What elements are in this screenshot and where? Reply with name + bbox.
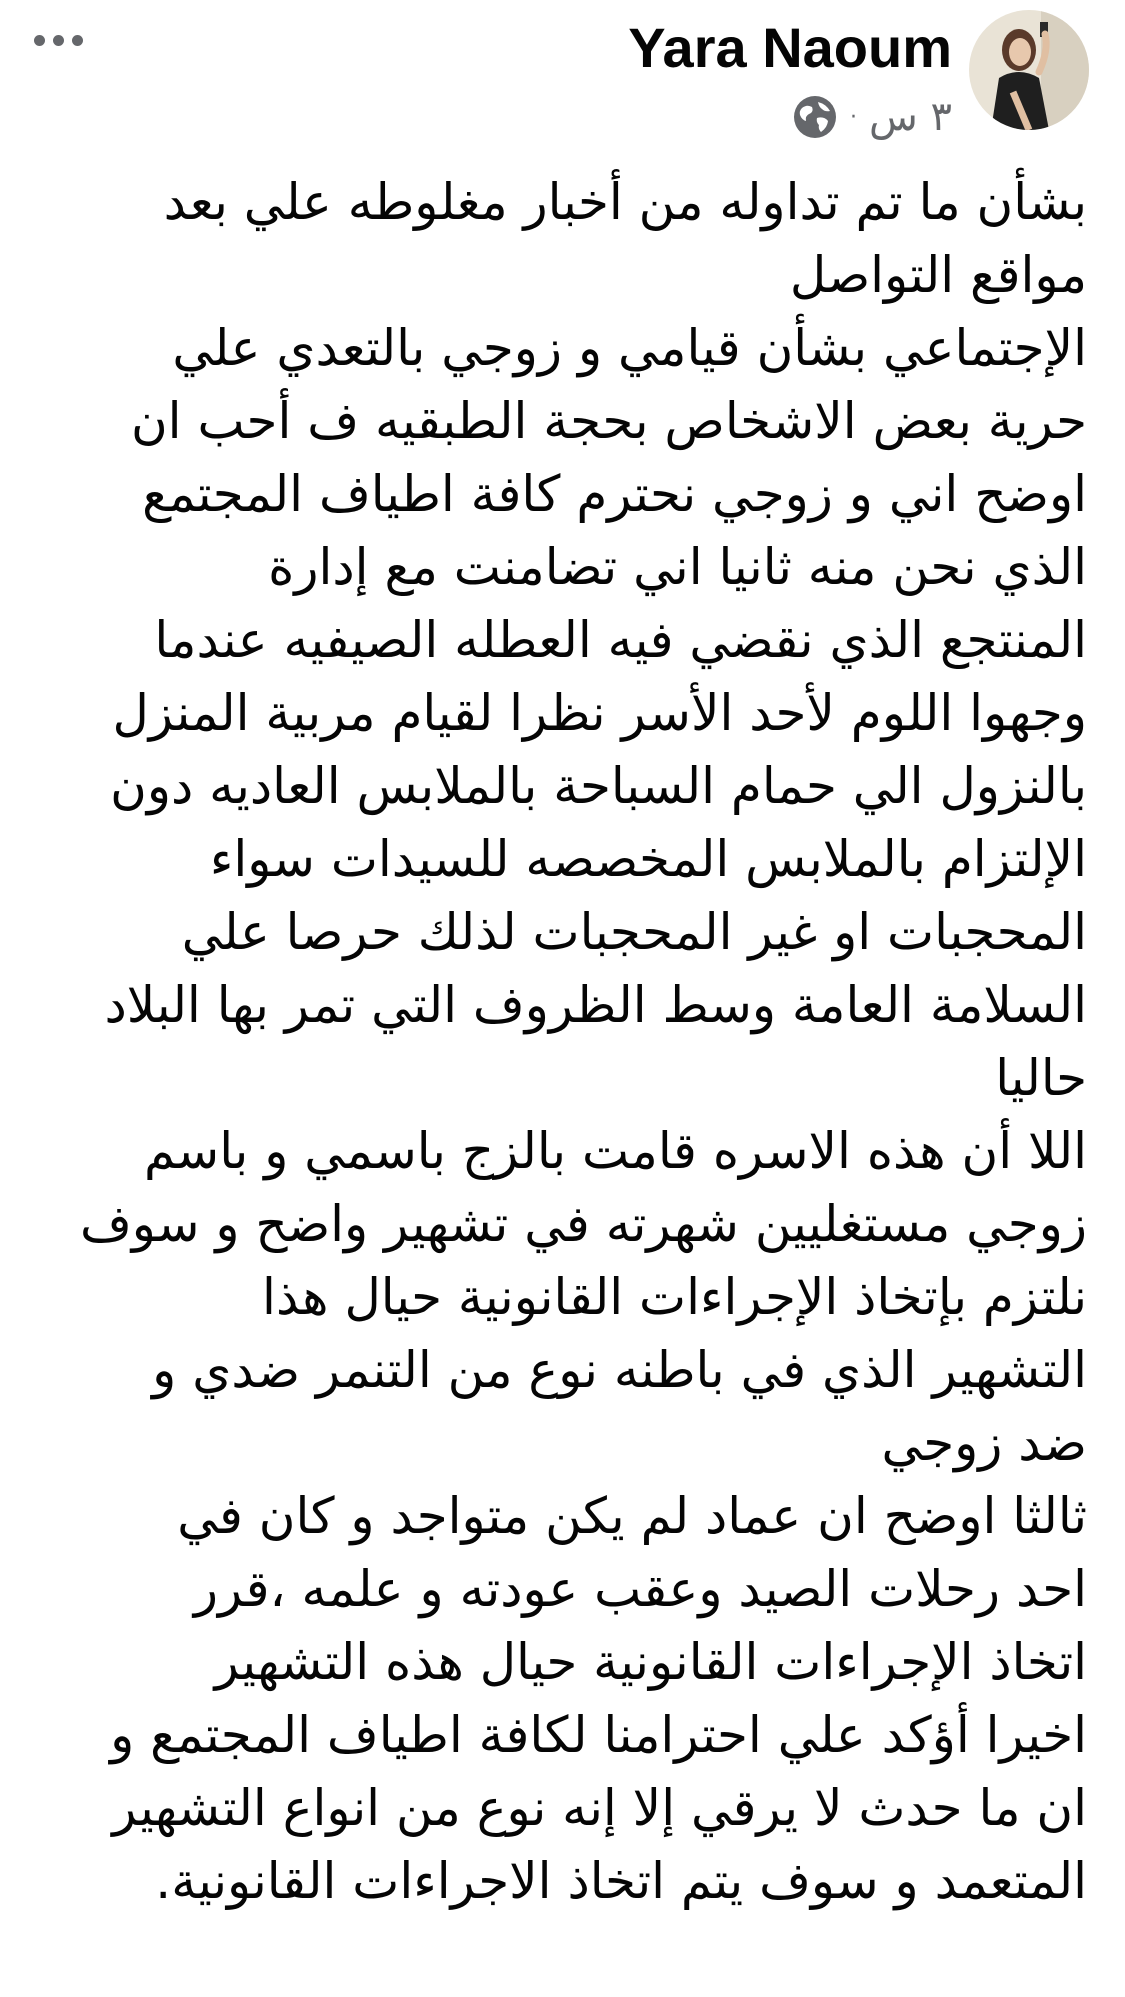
post-text-line: التشهير الذي في باطنه نوع من التنمر ضدي و — [152, 1341, 1087, 1399]
post-text-line: اللا أن هذه الاسره قامت بالزج باسمي و باسم — [144, 1122, 1087, 1180]
post-text-line: وجهوا اللوم لأحد الأسر نظرا لقيام مربية المنزل — [112, 684, 1087, 742]
globe-icon — [792, 94, 838, 140]
post-text-line: المتعمد و سوف يتم اتخاذ الاجراءات القانونية. — [155, 1852, 1087, 1910]
post-text-line: اتخاذ الإجراءات القانونية حيال هذه التشهير — [214, 1633, 1087, 1691]
post-text-line: المحجبات او غير المحجبات لذلك حرصا علي — [181, 903, 1087, 961]
post-text-line: بالنزول الي حمام السباحة بالملابس العاديه دون — [110, 757, 1087, 815]
more-dots-icon — [72, 35, 83, 46]
post-text-line: الإلتزام بالملابس المخصصه للسيدات سواء — [209, 830, 1087, 888]
post-text-line: المنتجع الذي نقضي فيه العطله الصيفيه عندما — [154, 611, 1087, 669]
post-text-line: احد رحلات الصيد وعقب عودته و علمه ،قرر — [193, 1560, 1087, 1618]
post-text-line: مواقع التواصل — [789, 246, 1087, 304]
post-header — [0, 0, 1125, 160]
post-text-line: الذي نحن منه ثانيا اني تضامنت مع إدارة — [268, 538, 1087, 596]
more-options-button[interactable] — [34, 20, 104, 60]
post-text — [32, 166, 1087, 1918]
post-timestamp[interactable]: ٣ س — [868, 94, 952, 140]
author-name[interactable]: Yara Naoum — [628, 16, 952, 79]
post-text-line: ان ما حدث لا يرقي إلا إنه نوع من انواع التشهير — [112, 1779, 1087, 1837]
more-dots-icon — [34, 35, 45, 46]
post-text-line: حرية بعض الاشخاص بحجة الطبقيه ف أحب ان — [130, 392, 1087, 450]
post-meta — [792, 92, 952, 142]
post-text-line: اخيرا أؤكد علي احترامنا لكافة اطياف المجتمع و — [110, 1706, 1087, 1764]
post-text-line: بشأن ما تم تداوله من أخبار مغلوطه علي بعد — [163, 173, 1087, 231]
post-text-line: حاليا — [995, 1049, 1087, 1107]
post-text-line: ضد زوجي — [881, 1414, 1087, 1472]
more-dots-icon — [53, 35, 64, 46]
post-text-line: السلامة العامة وسط الظروف التي تمر بها البلاد — [104, 976, 1087, 1034]
avatar[interactable] — [969, 10, 1089, 130]
avatar-photo — [969, 10, 1089, 130]
post-text-line: اوضح اني و زوجي نحترم كافة اطياف المجتمع — [142, 465, 1087, 523]
post-text-line: زوجي مستغليين شهرته في تشهير واضح و سوف — [79, 1195, 1087, 1253]
meta-separator: · — [849, 104, 857, 130]
post-text-line: الإجتماعي بشأن قيامي و زوجي بالتعدي علي — [172, 319, 1087, 377]
post-text-line: نلتزم بإتخاذ الإجراءات القانونية حيال هذا — [262, 1268, 1087, 1326]
post-text-line: ثالثا اوضح ان عماد لم يكن متواجد و كان في — [177, 1487, 1087, 1545]
